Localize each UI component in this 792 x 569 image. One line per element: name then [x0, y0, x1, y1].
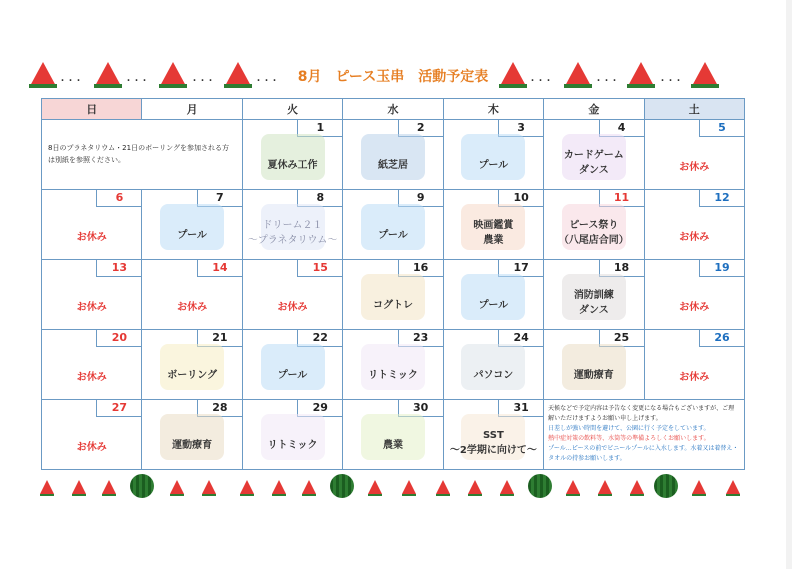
watermelon-icon	[566, 480, 580, 494]
dots-decoration: ･･･	[256, 76, 280, 87]
day-number: 13	[96, 260, 141, 277]
holiday-label: お休み	[76, 372, 107, 383]
weekday-tue: 火	[242, 99, 342, 120]
day-cell	[443, 330, 543, 400]
day-number: 6	[96, 190, 141, 207]
day-number: 28	[197, 400, 242, 417]
day-number: 17	[498, 260, 543, 277]
watermelon-icon	[500, 480, 514, 494]
weekday-sat: 土	[644, 99, 744, 120]
activity-label: コグトレ	[372, 300, 413, 311]
day-cell	[343, 330, 443, 400]
day-number: 12	[699, 190, 744, 207]
activity-label: ピース祭り （八尾店合同）	[558, 220, 629, 246]
watermelon-ball-icon	[654, 474, 678, 498]
watermelon-ball-icon	[130, 474, 154, 498]
day-number: 3	[498, 120, 543, 137]
day-cell	[644, 190, 744, 260]
notice-line: プール…ピースの前でビニールプールに入水します。水着又は着替え・タオルの持参お願いします。	[548, 445, 739, 462]
dots-decoration: ･･･	[126, 76, 150, 87]
weekday-header	[42, 99, 745, 120]
watermelon-icon	[40, 480, 54, 494]
week-row	[42, 260, 745, 330]
holiday-label: お休み	[679, 372, 710, 383]
holiday-label: お休み	[277, 302, 308, 313]
day-cell	[343, 400, 443, 470]
day-number: 4	[599, 120, 644, 137]
activity-label: 運動療育	[573, 370, 614, 381]
day-number: 10	[498, 190, 543, 207]
day-number: 2	[398, 120, 443, 137]
holiday-label: お休み	[177, 302, 208, 313]
day-cell	[142, 400, 242, 470]
holiday-label: お休み	[679, 302, 710, 313]
day-number: 7	[197, 190, 242, 207]
day-cell	[544, 330, 644, 400]
weekday-sun: 日	[42, 99, 142, 120]
activity-label: 紙芝居	[377, 160, 408, 171]
day-cell	[242, 330, 342, 400]
day-cell	[343, 260, 443, 330]
day-number: 24	[498, 330, 543, 347]
day-number: 15	[297, 260, 342, 277]
day-cell	[42, 400, 142, 470]
activity-label: パソコン	[473, 370, 514, 381]
watermelon-ball-icon	[528, 474, 552, 498]
day-cell	[544, 120, 644, 190]
watermelon-ball-icon	[330, 474, 354, 498]
day-cell	[544, 260, 644, 330]
day-cell	[242, 260, 342, 330]
day-cell	[644, 260, 744, 330]
day-number: 30	[398, 400, 443, 417]
watermelon-icon	[468, 480, 482, 494]
activity-label: プール	[478, 300, 509, 311]
watermelon-icon	[726, 480, 740, 494]
holiday-label: お休み	[679, 162, 710, 173]
day-cell	[443, 260, 543, 330]
day-number: 23	[398, 330, 443, 347]
week-row	[42, 120, 745, 190]
week-row	[42, 400, 745, 470]
activity-label: 夏休み工作	[267, 160, 318, 171]
page-title: 8月 ピース玉串 活動予定表	[297, 69, 489, 85]
watermelon-icon	[402, 480, 416, 494]
activity-label: 農業	[382, 440, 403, 451]
watermelon-icon	[628, 62, 654, 88]
day-number: 25	[599, 330, 644, 347]
watermelon-icon	[565, 62, 591, 88]
weekday-thu: 木	[443, 99, 543, 120]
week-row	[42, 330, 745, 400]
day-cell	[242, 400, 342, 470]
day-cell	[42, 260, 142, 330]
day-number: 8	[297, 190, 342, 207]
day-cell	[42, 330, 142, 400]
watermelon-icon	[368, 480, 382, 494]
activity-label: 映画鑑賞 農業	[473, 220, 514, 246]
day-number: 14	[197, 260, 242, 277]
day-cell	[142, 260, 242, 330]
activity-label: ドリーム２１ 〜プラネタリウム〜	[247, 220, 338, 246]
notice-line: 熱中症対策の飲料等、水筒等の準備よろしくお願いします。	[548, 435, 710, 442]
watermelon-icon	[436, 480, 450, 494]
day-cell	[142, 330, 242, 400]
holiday-label: お休み	[76, 302, 107, 313]
dots-decoration: ･･･	[60, 76, 84, 87]
week-row	[42, 190, 745, 260]
day-cell	[142, 190, 242, 260]
activity-label: ボーリング	[167, 370, 218, 381]
watermelon-icon	[102, 480, 116, 494]
day-number: 1	[297, 120, 342, 137]
day-cell	[544, 190, 644, 260]
watermelon-icon	[692, 480, 706, 494]
weekday-mon: 月	[142, 99, 242, 120]
title-banner	[30, 58, 756, 92]
notice-line: 日差しが強い時間を避けて、公園に行く予定をしています。	[548, 425, 710, 432]
activity-label: プール	[478, 160, 509, 171]
activity-label: プール	[378, 230, 408, 241]
watermelon-icon	[272, 480, 286, 494]
watermelon-icon	[170, 480, 184, 494]
dots-decoration: ･･･	[530, 76, 554, 87]
watermelon-icon	[598, 480, 612, 494]
day-cell	[443, 190, 543, 260]
watermelon-icon	[72, 480, 86, 494]
day-cell	[42, 190, 142, 260]
day-number: 26	[699, 330, 744, 347]
holiday-label: お休み	[76, 232, 107, 243]
day-number: 16	[398, 260, 443, 277]
watermelon-icon	[202, 480, 216, 494]
watermelon-icon	[500, 62, 526, 88]
day-cell	[42, 120, 243, 190]
day-cell	[443, 400, 543, 470]
day-cell	[544, 400, 745, 470]
bottom-decoration	[36, 474, 752, 502]
day-number: 9	[398, 190, 443, 207]
activity-label: リトミック	[267, 440, 318, 451]
notice-line: 天候などで予定内容は予告なく変更になる場合もございますが、ご理解いただけますようお願い申し上げます。	[548, 405, 735, 422]
watermelon-icon	[240, 480, 254, 494]
watermelon-icon	[692, 62, 718, 88]
notice-text	[548, 404, 740, 464]
day-cell	[242, 190, 342, 260]
day-number: 20	[96, 330, 141, 347]
day-number: 29	[297, 400, 342, 417]
day-number: 18	[599, 260, 644, 277]
dots-decoration: ･･･	[192, 76, 216, 87]
activity-label: プール	[277, 370, 308, 381]
day-cell	[443, 120, 543, 190]
day-number: 19	[699, 260, 744, 277]
day-number: 21	[197, 330, 242, 347]
watermelon-icon	[302, 480, 316, 494]
day-number: 31	[498, 400, 543, 417]
activity-label: カードゲーム ダンス	[563, 150, 624, 176]
day-cell	[644, 330, 744, 400]
weekday-fri: 金	[544, 99, 644, 120]
watermelon-icon	[630, 480, 644, 494]
day-number: 5	[699, 120, 744, 137]
dots-decoration: ･･･	[660, 76, 684, 87]
day-cell	[343, 190, 443, 260]
activity-label: リトミック	[368, 370, 418, 381]
dots-decoration: ･･･	[596, 76, 620, 87]
activity-label: SST 〜2学期に向けて〜	[449, 430, 537, 456]
day-number: 22	[297, 330, 342, 347]
day-number: 11	[599, 190, 644, 207]
activity-label: プール	[177, 230, 207, 241]
day-number: 27	[96, 400, 141, 417]
day-cell	[242, 120, 342, 190]
day-cell	[644, 120, 744, 190]
holiday-label: お休み	[679, 232, 710, 243]
day-cell	[343, 120, 443, 190]
holiday-label: お休み	[76, 442, 107, 453]
activity-label: 消防訓練 ダンス	[573, 290, 614, 316]
calendar-table	[41, 98, 745, 470]
weekday-wed: 水	[343, 99, 443, 120]
notice-text: 8日のプラネタリウム・21日のボーリングを参加される方は別紙を参照ください。	[48, 144, 229, 164]
activity-label: 運動療育	[172, 440, 213, 451]
